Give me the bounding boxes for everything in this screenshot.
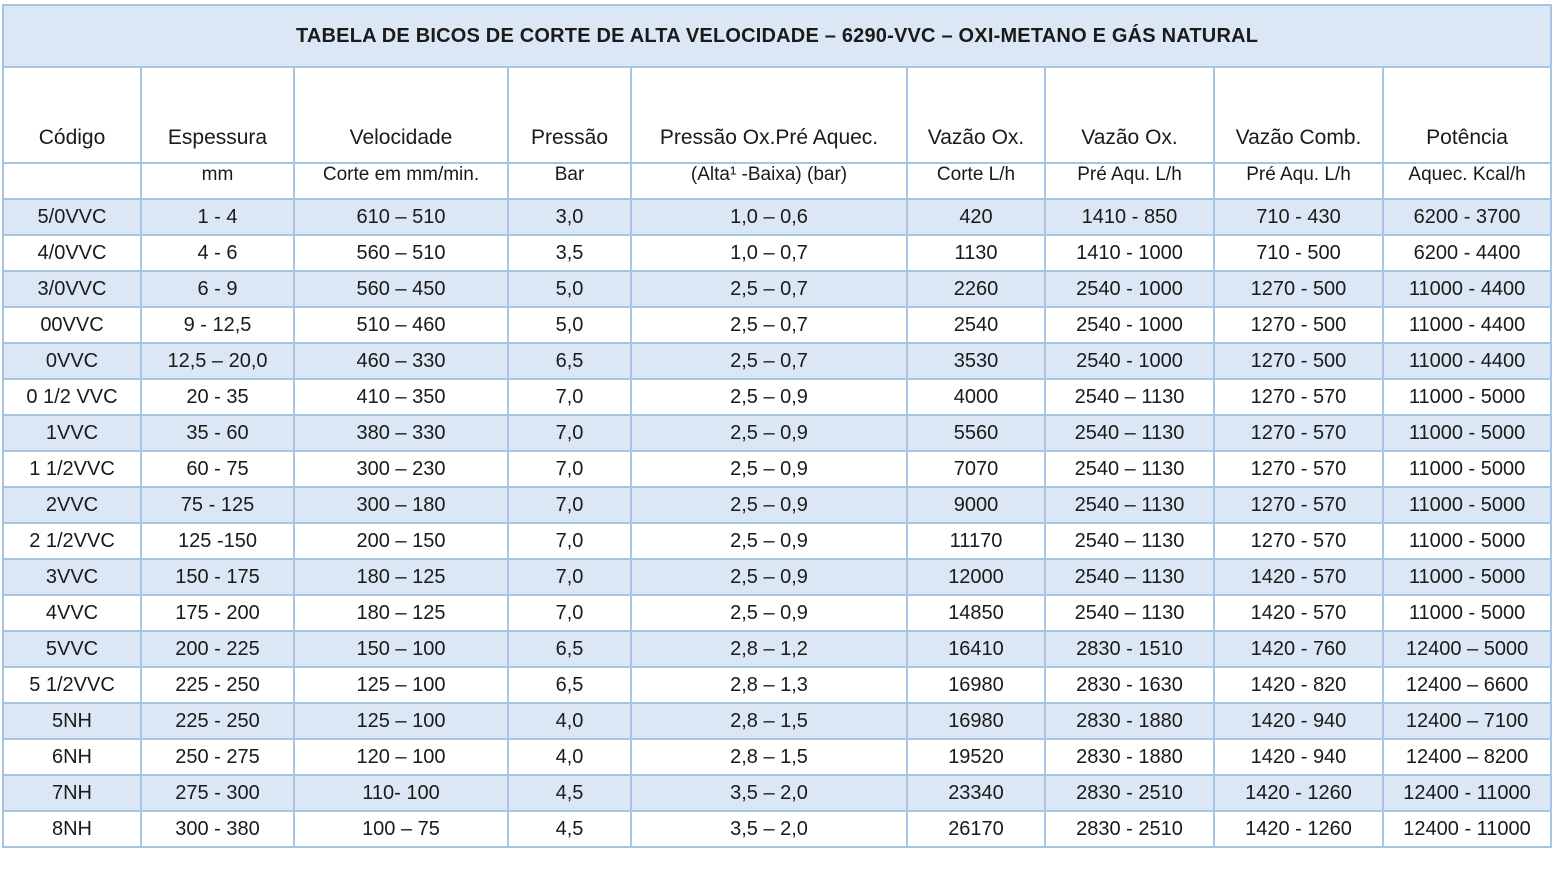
table-cell: 1270 - 570 <box>1214 451 1383 487</box>
table-cell: 11170 <box>907 523 1045 559</box>
table-cell: 225 - 250 <box>141 667 294 703</box>
table-cell: 1270 - 570 <box>1214 379 1383 415</box>
table-cell: 4,5 <box>508 811 631 847</box>
column-unit <box>3 163 141 199</box>
column-header: Vazão Ox. <box>1045 67 1214 163</box>
table-row <box>3 451 1551 487</box>
table-cell: 3530 <box>907 343 1045 379</box>
table-cell: 125 – 100 <box>294 703 508 739</box>
table-row <box>3 631 1551 667</box>
table-cell: 2260 <box>907 271 1045 307</box>
table-cell: 1410 - 850 <box>1045 199 1214 235</box>
table-cell: 2,5 – 0,9 <box>631 415 907 451</box>
table-cell: 1270 - 500 <box>1214 343 1383 379</box>
table-cell: 1,0 – 0,7 <box>631 235 907 271</box>
table-cell: 2,5 – 0,7 <box>631 343 907 379</box>
column-header: Código <box>3 67 141 163</box>
table-cell: 6,5 <box>508 631 631 667</box>
table-cell: 710 - 500 <box>1214 235 1383 271</box>
table-cell: 1 1/2VVC <box>3 451 141 487</box>
table-cell: 2,5 – 0,9 <box>631 523 907 559</box>
table-cell: 4,0 <box>508 703 631 739</box>
table-cell: 11000 - 4400 <box>1383 343 1551 379</box>
table-cell: 6,5 <box>508 667 631 703</box>
table-row <box>3 487 1551 523</box>
table-cell: 12400 – 6600 <box>1383 667 1551 703</box>
table-cell: 1270 - 570 <box>1214 487 1383 523</box>
column-unit: mm <box>141 163 294 199</box>
table-cell: 120 – 100 <box>294 739 508 775</box>
column-header: Pressão <box>508 67 631 163</box>
table-cell: 7,0 <box>508 415 631 451</box>
table-cell: 1420 - 1260 <box>1214 811 1383 847</box>
table-cell: 5/0VVC <box>3 199 141 235</box>
table-cell: 2830 - 1630 <box>1045 667 1214 703</box>
column-unit: Bar <box>508 163 631 199</box>
column-unit: Corte em mm/min. <box>294 163 508 199</box>
column-header: Espessura <box>141 67 294 163</box>
table-cell: 610 – 510 <box>294 199 508 235</box>
table-cell: 300 – 230 <box>294 451 508 487</box>
table-cell: 19520 <box>907 739 1045 775</box>
table-row <box>3 343 1551 379</box>
table-cell: 3VVC <box>3 559 141 595</box>
table-cell: 1410 - 1000 <box>1045 235 1214 271</box>
table-cell: 7070 <box>907 451 1045 487</box>
table-cell: 3,5 <box>508 235 631 271</box>
table-cell: 7,0 <box>508 523 631 559</box>
table-cell: 5,0 <box>508 271 631 307</box>
table-cell: 2830 - 1880 <box>1045 739 1214 775</box>
table-cell: 4/0VVC <box>3 235 141 271</box>
table-cell: 250 - 275 <box>141 739 294 775</box>
table-cell: 11000 - 5000 <box>1383 523 1551 559</box>
table-cell: 11000 - 5000 <box>1383 559 1551 595</box>
table-row <box>3 739 1551 775</box>
table-cell: 60 - 75 <box>141 451 294 487</box>
column-unit: (Alta¹ -Baixa) (bar) <box>631 163 907 199</box>
column-header: Potência <box>1383 67 1551 163</box>
table-cell: 1420 - 570 <box>1214 559 1383 595</box>
table-cell: 380 – 330 <box>294 415 508 451</box>
table-cell: 3,0 <box>508 199 631 235</box>
table-cell: 2540 – 1130 <box>1045 451 1214 487</box>
column-unit: Aquec. Kcal/h <box>1383 163 1551 199</box>
table-cell: 2,8 – 1,2 <box>631 631 907 667</box>
table-cell: 200 – 150 <box>294 523 508 559</box>
table-cell: 7,0 <box>508 487 631 523</box>
table-cell: 8NH <box>3 811 141 847</box>
table-cell: 1,0 – 0,6 <box>631 199 907 235</box>
table-cell: 200 - 225 <box>141 631 294 667</box>
table-cell: 1420 - 760 <box>1214 631 1383 667</box>
column-header: Pressão Ox.Pré Aquec. <box>631 67 907 163</box>
table-cell: 2,5 – 0,9 <box>631 379 907 415</box>
table-cell: 2,5 – 0,9 <box>631 487 907 523</box>
table-cell: 26170 <box>907 811 1045 847</box>
table-cell: 2540 – 1130 <box>1045 559 1214 595</box>
table-row <box>3 199 1551 235</box>
table-cell: 5NH <box>3 703 141 739</box>
table-cell: 2830 - 1880 <box>1045 703 1214 739</box>
table-cell: 420 <box>907 199 1045 235</box>
table-cell: 11000 - 4400 <box>1383 271 1551 307</box>
table-cell: 7,0 <box>508 379 631 415</box>
table-cell: 5,0 <box>508 307 631 343</box>
table-body <box>3 199 1551 847</box>
table-cell: 2,5 – 0,9 <box>631 451 907 487</box>
table-cell: 4000 <box>907 379 1045 415</box>
header-row <box>3 67 1551 163</box>
table-cell: 1VVC <box>3 415 141 451</box>
table-cell: 300 – 180 <box>294 487 508 523</box>
table-cell: 00VVC <box>3 307 141 343</box>
nozzle-table <box>2 4 1552 848</box>
table-cell: 2540 – 1130 <box>1045 523 1214 559</box>
table-cell: 275 - 300 <box>141 775 294 811</box>
table-cell: 11000 - 5000 <box>1383 415 1551 451</box>
table-cell: 150 – 100 <box>294 631 508 667</box>
table-cell: 12400 – 5000 <box>1383 631 1551 667</box>
table-cell: 1 - 4 <box>141 199 294 235</box>
table-row <box>3 307 1551 343</box>
table-cell: 6200 - 4400 <box>1383 235 1551 271</box>
table-cell: 4 - 6 <box>141 235 294 271</box>
table-cell: 3,5 – 2,0 <box>631 811 907 847</box>
table-cell: 4,0 <box>508 739 631 775</box>
table-cell: 4,5 <box>508 775 631 811</box>
table-cell: 125 – 100 <box>294 667 508 703</box>
table-cell: 0VVC <box>3 343 141 379</box>
table-cell: 7,0 <box>508 595 631 631</box>
table-cell: 1270 - 570 <box>1214 523 1383 559</box>
column-unit: Pré Aqu. L/h <box>1214 163 1383 199</box>
table-cell: 2830 - 1510 <box>1045 631 1214 667</box>
table-cell: 460 – 330 <box>294 343 508 379</box>
table-cell: 1420 - 820 <box>1214 667 1383 703</box>
table-cell: 12000 <box>907 559 1045 595</box>
table-cell: 75 - 125 <box>141 487 294 523</box>
table-cell: 2540 - 1000 <box>1045 343 1214 379</box>
table-cell: 2VVC <box>3 487 141 523</box>
table-cell: 16410 <box>907 631 1045 667</box>
table-row <box>3 595 1551 631</box>
table-cell: 6 - 9 <box>141 271 294 307</box>
table-title: TABELA DE BICOS DE CORTE DE ALTA VELOCIDADE – 6290-VVC – OXI-METANO E GÁS NATURAL <box>3 5 1551 67</box>
table-cell: 11000 - 5000 <box>1383 595 1551 631</box>
table-row <box>3 415 1551 451</box>
table-row <box>3 559 1551 595</box>
table-row <box>3 523 1551 559</box>
nozzle-table-container <box>2 4 1550 848</box>
table-cell: 6,5 <box>508 343 631 379</box>
column-header: Vazão Ox. <box>907 67 1045 163</box>
table-cell: 560 – 510 <box>294 235 508 271</box>
table-cell: 300 - 380 <box>141 811 294 847</box>
table-cell: 7NH <box>3 775 141 811</box>
table-row <box>3 235 1551 271</box>
table-cell: 4VVC <box>3 595 141 631</box>
table-cell: 2540 <box>907 307 1045 343</box>
table-cell: 5560 <box>907 415 1045 451</box>
table-cell: 410 – 350 <box>294 379 508 415</box>
table-cell: 125 -150 <box>141 523 294 559</box>
column-header: Velocidade <box>294 67 508 163</box>
table-cell: 2540 – 1130 <box>1045 595 1214 631</box>
table-cell: 1420 - 940 <box>1214 703 1383 739</box>
table-cell: 2540 - 1000 <box>1045 271 1214 307</box>
table-cell: 2,8 – 1,5 <box>631 739 907 775</box>
table-cell: 1130 <box>907 235 1045 271</box>
table-cell: 11000 - 5000 <box>1383 451 1551 487</box>
table-cell: 5 1/2VVC <box>3 667 141 703</box>
table-cell: 180 – 125 <box>294 595 508 631</box>
table-cell: 20 - 35 <box>141 379 294 415</box>
table-cell: 0 1/2 VVC <box>3 379 141 415</box>
table-cell: 2540 – 1130 <box>1045 487 1214 523</box>
table-cell: 5VVC <box>3 631 141 667</box>
table-cell: 2 1/2VVC <box>3 523 141 559</box>
table-cell: 1270 - 570 <box>1214 415 1383 451</box>
table-cell: 12,5 – 20,0 <box>141 343 294 379</box>
table-cell: 2,8 – 1,3 <box>631 667 907 703</box>
table-cell: 3/0VVC <box>3 271 141 307</box>
table-cell: 150 - 175 <box>141 559 294 595</box>
table-cell: 7,0 <box>508 451 631 487</box>
column-unit: Corte L/h <box>907 163 1045 199</box>
table-row <box>3 667 1551 703</box>
table-cell: 2,5 – 0,9 <box>631 559 907 595</box>
table-cell: 6200 - 3700 <box>1383 199 1551 235</box>
table-cell: 11000 - 5000 <box>1383 379 1551 415</box>
table-cell: 16980 <box>907 703 1045 739</box>
table-cell: 1420 - 940 <box>1214 739 1383 775</box>
table-cell: 1420 - 570 <box>1214 595 1383 631</box>
table-cell: 2540 – 1130 <box>1045 415 1214 451</box>
table-cell: 2830 - 2510 <box>1045 811 1214 847</box>
table-cell: 2,5 – 0,7 <box>631 307 907 343</box>
table-row <box>3 271 1551 307</box>
table-cell: 11000 - 5000 <box>1383 487 1551 523</box>
table-cell: 7,0 <box>508 559 631 595</box>
column-header: Vazão Comb. <box>1214 67 1383 163</box>
table-cell: 11000 - 4400 <box>1383 307 1551 343</box>
table-row <box>3 703 1551 739</box>
table-cell: 2,5 – 0,7 <box>631 271 907 307</box>
table-cell: 9000 <box>907 487 1045 523</box>
table-cell: 12400 – 8200 <box>1383 739 1551 775</box>
table-cell: 14850 <box>907 595 1045 631</box>
table-cell: 100 – 75 <box>294 811 508 847</box>
subheader-row <box>3 163 1551 199</box>
table-cell: 2,8 – 1,5 <box>631 703 907 739</box>
table-cell: 2540 – 1130 <box>1045 379 1214 415</box>
table-cell: 6NH <box>3 739 141 775</box>
table-cell: 23340 <box>907 775 1045 811</box>
table-row <box>3 379 1551 415</box>
table-cell: 2,5 – 0,9 <box>631 595 907 631</box>
table-cell: 1270 - 500 <box>1214 271 1383 307</box>
table-cell: 225 - 250 <box>141 703 294 739</box>
table-cell: 2540 - 1000 <box>1045 307 1214 343</box>
table-cell: 35 - 60 <box>141 415 294 451</box>
table-cell: 2830 - 2510 <box>1045 775 1214 811</box>
table-cell: 180 – 125 <box>294 559 508 595</box>
column-unit: Pré Aqu. L/h <box>1045 163 1214 199</box>
table-cell: 710 - 430 <box>1214 199 1383 235</box>
table-cell: 12400 - 11000 <box>1383 775 1551 811</box>
table-cell: 175 - 200 <box>141 595 294 631</box>
table-cell: 1270 - 500 <box>1214 307 1383 343</box>
table-cell: 110- 100 <box>294 775 508 811</box>
table-cell: 1420 - 1260 <box>1214 775 1383 811</box>
table-cell: 9 - 12,5 <box>141 307 294 343</box>
table-cell: 16980 <box>907 667 1045 703</box>
table-cell: 12400 - 11000 <box>1383 811 1551 847</box>
table-row <box>3 775 1551 811</box>
table-cell: 3,5 – 2,0 <box>631 775 907 811</box>
table-row <box>3 811 1551 847</box>
table-cell: 560 – 450 <box>294 271 508 307</box>
table-cell: 510 – 460 <box>294 307 508 343</box>
table-cell: 12400 – 7100 <box>1383 703 1551 739</box>
